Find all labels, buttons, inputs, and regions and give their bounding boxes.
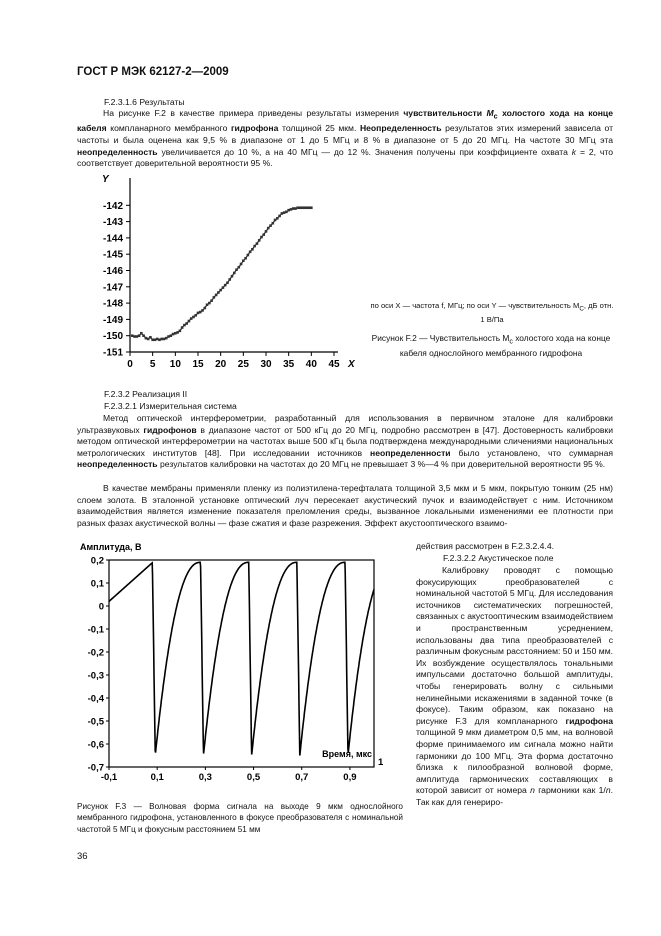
f2-data-point xyxy=(283,211,286,214)
f3-y-tick-label: -0,3 xyxy=(87,670,104,682)
f2-data-point xyxy=(167,335,170,338)
f3-y-tick-label: 0,1 xyxy=(90,578,104,590)
f2-data-point xyxy=(276,217,279,220)
f2-y-tick-label: -148 xyxy=(102,298,123,310)
f2-data-point xyxy=(228,278,231,281)
f3-x-tick-label: -0,1 xyxy=(100,772,118,783)
f3-y-tick-label: -0,4 xyxy=(87,693,104,705)
figure-f2-chart xyxy=(86,172,356,372)
f2-series xyxy=(131,206,313,341)
f2-data-point xyxy=(176,331,179,334)
f2-data-point xyxy=(253,245,256,248)
f2-y-axis-label: Y xyxy=(102,174,109,185)
f2-data-point xyxy=(267,227,270,230)
fig3-caption: Рисунок F.3 — Волновая форма сигнала на выходе 9 мкм однослойного мембранного гидрофона, установленного в фокусе преобразователя с номинальной частотой 5 МГц и фокусным расстоянием 51 мм xyxy=(77,802,403,834)
f2-data-point xyxy=(260,236,263,239)
f2-data-point xyxy=(224,284,227,287)
f2-x-tick-label: 40 xyxy=(305,359,317,370)
f2-y-tick-label: -147 xyxy=(102,282,123,294)
f2-axes xyxy=(102,174,356,370)
f2-data-point xyxy=(274,219,277,222)
f2-data-point xyxy=(272,222,275,225)
f2-data-point xyxy=(190,317,193,320)
f2-data-point xyxy=(179,330,182,333)
f2-y-tick-label: -151 xyxy=(102,347,123,359)
f2-x-tick-label: 45 xyxy=(328,359,340,370)
f2-x-tick-label: 5 xyxy=(149,359,156,370)
paragraph-membrane-end: действия рассмотрен в F.2.3.2.4.4. xyxy=(416,541,554,551)
f2-data-point xyxy=(217,291,220,294)
f2-data-point xyxy=(256,242,259,245)
f2-data-point xyxy=(208,302,211,305)
f2-x-tick-label: 0 xyxy=(127,359,133,370)
f2-y-tick-label: -146 xyxy=(102,266,123,277)
figure-f3-chart xyxy=(77,538,412,798)
f2-y-tick-label: -144 xyxy=(102,233,123,245)
f2-y-tick-label: -145 xyxy=(102,249,123,261)
f3-x-tick-label: 0,1 xyxy=(150,772,164,783)
f2-data-point xyxy=(199,311,202,314)
f3-y-axis-label: Амплитуда, В xyxy=(80,542,142,552)
f2-data-point xyxy=(242,259,245,262)
f2-data-point xyxy=(165,337,168,340)
f2-data-point xyxy=(285,211,288,214)
f3-y-tick-label: 0,2 xyxy=(90,555,104,567)
f2-data-point xyxy=(290,208,293,211)
f2-data-point xyxy=(310,206,313,209)
f2-data-point xyxy=(204,307,207,310)
f3-x-tick-label: 0,7 xyxy=(295,772,309,783)
f2-data-point xyxy=(249,250,252,253)
f3-waveform-line xyxy=(109,562,374,755)
f2-x-tick-label: 25 xyxy=(237,359,249,370)
fig2-caption: Рисунок F.2 — Чувствительность $M_c$ холостого хода на конце кабеля однослойного мембранного гидрофона xyxy=(371,333,611,359)
f3-x-tick-label: 0,3 xyxy=(198,772,212,783)
paragraph-results: На рисунке F.2 в качестве примера приведены результаты измерения чувствительности $M_c$ холостого хода на конце кабеля компланарного мембранного гидрофона толщиной 25 мкм. Неопределенность результатов этих измерений зависела от частоты и была оценена как 9,5 % в диапазоне от 1 до 5 МГц и 8 % в диапазоне от 5 до 20 МГц. На частоте 30 МГц эта неопределенность увеличивается до 10 %, а на 40 МГц — до 12 %. Значения получены при коэффициенте охвата k = 2, что соответствует доверительной вероятности 95 %. xyxy=(77,108,614,169)
f2-y-tick-label: -143 xyxy=(102,217,123,229)
f2-data-point xyxy=(219,289,222,292)
f2-data-point xyxy=(154,338,157,341)
section-heading-f2321: F.2.3.2.1 Измерительная система xyxy=(104,401,237,411)
f2-data-point xyxy=(244,257,247,260)
f2-data-point xyxy=(131,334,134,337)
f2-data-point xyxy=(145,337,148,340)
f2-data-point xyxy=(174,332,177,335)
f3-axes xyxy=(80,542,384,783)
f2-x-tick-label: 35 xyxy=(283,359,295,370)
f2-data-point xyxy=(222,286,225,289)
f3-y-tick-label: -0,5 xyxy=(87,716,104,728)
fig2-axes-note: по оси X — частота f, МГц; по оси Y — чувствительность $M_C$, дБ отн. 1 В/Па xyxy=(370,301,614,325)
f2-x-tick-label: 15 xyxy=(192,359,204,370)
f2-data-point xyxy=(233,272,236,275)
f2-data-point xyxy=(247,254,250,257)
f2-data-point xyxy=(278,215,281,218)
paragraph-acoustic-field: Калибровку проводят с помощью фокусирующих преобразователей с номинальной частотой 5 МГц. Для исследования источников систематических погрешностей, связанных с акустооптическим взаимодействием и пространственным усреднением, использованы два типа преобразователей с различным фокусным расстоянием: 50 и 150 мм. Их возбуждение осуществлялось тональными импульсами достаточно большой амплитуды, чтобы генерировать волну с сильными нелинейными искажениями в заданной точке (в фокусе). Таким образом, как показано на рисунке F.3 для компланарного гидрофона толщиной 9 мкм диаметром 0,5 мм, на волновой форме принимаемого им сигнала можно найти гармоники до 100 МГц. Эта форма достаточно близка к пилообразной волновой форме, амплитуда гармонических составляющих в которой зависит от номера n гармоники как 1/n. Так как для генериро- xyxy=(416,565,613,807)
f2-data-point xyxy=(251,248,254,251)
f2-data-point xyxy=(226,281,229,284)
f3-y-tick-label: -0,1 xyxy=(87,624,104,636)
f2-data-point xyxy=(281,212,284,215)
f3-x-tick-label: 0,9 xyxy=(343,772,357,783)
f2-y-tick-label: -142 xyxy=(102,200,123,212)
f2-data-point xyxy=(142,334,145,337)
f2-data-point xyxy=(197,312,200,315)
f2-x-tick-label: 30 xyxy=(260,359,272,370)
f3-y-tick-label: -0,7 xyxy=(87,762,104,774)
f3-y-tick-label: -0,2 xyxy=(87,647,104,659)
f2-data-point xyxy=(140,332,143,335)
f2-data-point xyxy=(201,309,204,312)
f2-data-point xyxy=(147,338,150,341)
f2-data-point xyxy=(301,206,304,209)
f2-data-point xyxy=(238,266,241,269)
f2-x-axis-label: X xyxy=(348,359,355,370)
f2-data-point xyxy=(156,338,159,341)
f3-y-tick-label: -0,6 xyxy=(87,739,104,751)
f2-data-point xyxy=(206,303,209,306)
f2-data-point xyxy=(138,334,141,337)
f3-plot-frame xyxy=(109,560,374,767)
f2-data-point xyxy=(258,239,261,242)
f2-data-point xyxy=(210,299,213,302)
f2-data-point xyxy=(149,336,152,339)
f2-x-tick-label: 20 xyxy=(215,359,227,370)
f2-data-point xyxy=(133,335,136,338)
f2-data-point xyxy=(194,314,197,317)
paragraph-membrane: В качестве мембраны применяли пленку из полиэтилена-терефталата толщиной 3,5 мкм и 5 мкм, покрытую тонким (25 нм) слоем золота. В эталонной установке оптический луч пересекает акустический пучок и взаимодействует с ним. Источником взаимодействия является изменение показателя преломления среды, вызванное локальными изменениями ее плотности при разных фазах акустической волны — фазе сжатия и фазе разрежения. Эффект акустооптического взаимо- xyxy=(77,483,613,528)
f2-data-point xyxy=(296,206,299,209)
f2-data-point xyxy=(299,206,302,209)
f2-data-point xyxy=(306,206,309,209)
f2-data-point xyxy=(215,294,218,297)
f3-x-tick-label: 0,5 xyxy=(246,772,261,783)
f2-data-point xyxy=(151,338,154,341)
f2-data-point xyxy=(292,207,295,210)
f2-data-point xyxy=(231,275,234,278)
f2-x-tick-label: 10 xyxy=(169,359,181,370)
f2-y-tick-label: -150 xyxy=(102,331,123,343)
f2-data-point xyxy=(240,263,243,266)
f2-data-point xyxy=(287,209,290,212)
f2-y-tick-label: -149 xyxy=(102,314,123,326)
f2-data-point xyxy=(235,268,238,271)
f2-data-point xyxy=(308,206,311,209)
f2-data-point xyxy=(160,338,163,341)
f3-series xyxy=(109,562,374,755)
f2-data-point xyxy=(294,207,297,210)
f3-x-axis-label: Время, мкс xyxy=(322,749,372,759)
f2-data-point xyxy=(192,316,195,319)
f2-data-point xyxy=(163,338,166,341)
f3-y-tick-label: 0 xyxy=(98,601,104,613)
paragraph-system: Метод оптической интерферометрии, разработанный для использования в первичном эталоне для калибровки ультразвуковых гидрофонов в диапазоне частот от 500 кГц до 20 МГц, подробно рассмотрен в [47]. Достоверность калибровки методом оптической интерферометрии на частотах выше 500 кГц была подтверждена международными сличениями национальных метрологических институтов [48]. При исследовании источников неопределенности было установлено, что суммарная неопределенность результатов калибровки на частотах до 20 МГц не превышает 3 %—4 % при доверительной вероятности 95 %. xyxy=(77,413,614,470)
f2-data-point xyxy=(181,326,184,329)
section-heading-f2316: F.2.3.1.6 Результаты xyxy=(104,97,185,107)
section-heading-f232: F.2.3.2 Реализация II xyxy=(104,389,188,399)
f2-data-point xyxy=(185,322,188,325)
document-header: ГОСТ Р МЭК 62127-2—2009 xyxy=(77,66,229,78)
f3-x-end-label: 1 xyxy=(378,757,384,768)
f2-data-point xyxy=(262,233,265,236)
f2-data-point xyxy=(136,335,139,338)
f2-data-point xyxy=(158,338,161,341)
f2-data-point xyxy=(213,296,216,299)
f2-data-point xyxy=(170,334,173,337)
f2-data-point xyxy=(265,230,268,233)
f2-data-point xyxy=(188,320,191,323)
section-heading-f2322: F.2.3.2.2 Акустическое поле xyxy=(443,553,554,563)
f2-data-point xyxy=(172,333,175,336)
f2-data-point xyxy=(269,224,272,227)
f2-data-point xyxy=(183,324,186,327)
f2-data-point xyxy=(303,206,306,209)
f2-series-line xyxy=(132,208,311,340)
page-number: 36 xyxy=(77,851,88,862)
